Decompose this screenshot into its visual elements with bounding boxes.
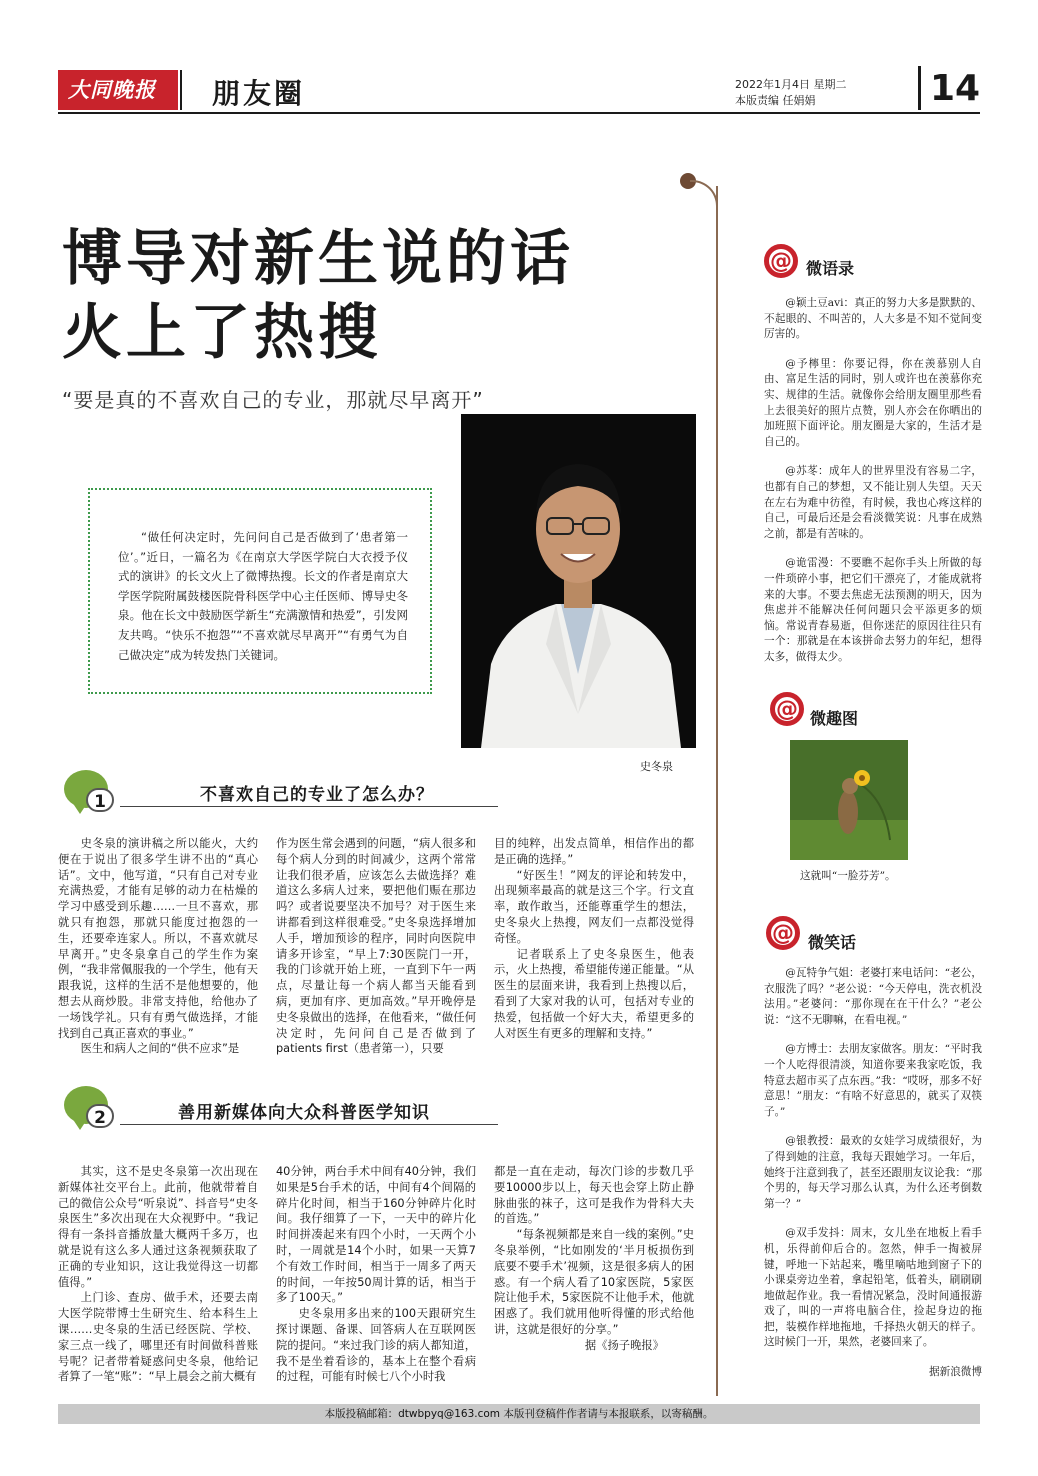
paragraph: 作为医生常会遇到的问题，“病人很多和每个病人分到的时间减少，这两个常常让我们很矛盾，应该怎么去做选择？难道这么多病人过来，要把他们赈在那边吗？或者说要坚决不加号？对于医生来讲都看到这样很难受。”史冬泉选择增加人手，增加预诊的程序，同时向医院申请多开诊室，“早上7:30医院门一开，我的门诊就开始上班，一直到下午一两点，尽量让每一个病人都当天能看到病，更加有序、更加高效。”早开晚停是史冬泉做出的选择，在他看来，“做任何决定时，先问问自己是否做到了patients first（患者第一），只要: [276, 837, 476, 1056]
issue-date: 2022年1月4日 星期二: [735, 78, 847, 91]
sidebar-quotes-title: 微语录: [806, 259, 855, 278]
issue-meta: [735, 77, 847, 109]
paragraph: 上门诊、查房、做手术，还要去南大医学院带博士生研究生、给本科生上课……史冬泉的生活已经医院、学校、家三点一线了，哪里还有时间做科普账号呢？记者带着疑惑问史冬泉，他给记者算了一笔“账”：“早上晨会之前大概有: [58, 1291, 258, 1384]
section-1-column-1: [58, 836, 258, 1057]
squirrel-flower-photo: [790, 740, 908, 860]
headline: [62, 222, 722, 370]
paragraph: 其实，这不是史冬泉第一次出现在新媒体社交平台上。此前，他就带着自己的微信公众号“听泉说”、抖音号“史冬泉医生”多次出现在大众视野中。“我记得有一条抖音播放量大概两千多万，也就是说有这么多人通过这条视频获取了正确的专业知识，这让我觉得这一切都值得。”: [58, 1165, 258, 1289]
section-2-rule: [120, 1124, 498, 1125]
section-1-title: 不喜欢自己的专业了怎么办？: [200, 785, 434, 805]
joke-item: @瓦特争气姐：老婆打来电话问：“老公，衣服洗了吗？”老公说：“今天停电，洗衣机没法用。”老婆问：“那你现在在干什么？”老公说：“这不无聊嘛，在看电视。”: [764, 967, 982, 1026]
at-sign-icon: @: [766, 916, 800, 950]
quote-item: @苏苳：成年人的世界里没有容易二字，也都有自己的梦想，又不能让别人失望。天天在左右为难中彷徨，有时候，我也心疼这样的自己，可最后还是会看淡微笑说：凡事在成熟之前，都是有苦味的。: [764, 465, 982, 540]
footer-bar: 本版投稿邮箱：dtwbpyq@163.com 本版刊登稿件作者请与本报联系，以寄稿酬。: [58, 1404, 980, 1424]
sidebar-fun-title: 微趣图: [810, 709, 859, 728]
subheadline: “要是真的不喜欢自己的专业，那就尽早离开”: [62, 388, 484, 412]
quote-item: @颖土豆avi：真正的努力大多是默默的、不起眼的、不叫苦的，人大多是不知不觉间变厉害的。: [764, 297, 982, 341]
section-2-column-2: [276, 1164, 476, 1385]
chat-bubble-tail: [72, 802, 88, 814]
page-editor: 本版责编 任娟娟: [735, 94, 816, 107]
section-2-title: 善用新媒体向大众科普医学知识: [178, 1103, 430, 1123]
joke-item: @双手发抖：周末，女儿坐在地板上看手机，乐得前仰后合的。忽然，伸手一掏被屏键，呼地一下站起来，嘴里嘀咕地到窗子下的小课桌旁边坐着，拿起铅笔，低着头，刷刷刷地做起作业。我一看情况紧急，没时间通报游戏了，叫的一声将电脑合住，捡起身边的拖把，装模作样地拖地，千择热火朝天的样子。这时候门一开，果然，老婆回来了。: [764, 1227, 982, 1349]
portrait-illustration: [461, 414, 696, 748]
headline-line-2: 火上了热搜: [62, 298, 382, 368]
section-name: 朋友圈: [212, 77, 306, 110]
section-1-column-2: [276, 836, 476, 1057]
page-number: 14: [930, 68, 981, 109]
section-2-column-1: [58, 1164, 258, 1385]
sidebar-jokes: [764, 966, 982, 1381]
masthead-logo: 大同晚报: [58, 70, 178, 110]
header-divider: [180, 70, 182, 110]
quote-item: @诡雷漫：不要瞧不起你手头上所做的每一件琐碎小事，把它们干漂亮了，才能成就将来的大事。不要去焦虑无法预测的明天，因为焦虑并不能解决任何问题只会平添更多的烦恼。常说青春易逝，但你迷茫的原因往往只有一个：那就是在本该拼命去努力的年纪，想得太多，做得太少。: [764, 557, 982, 663]
joke-item: @方博士：去朋友家做客。朋友：“平时我一个人吃得很清淡，知道你要来我家吃饭，我特意去超市买了点东西。”我：“哎呀，那多不好意思！”朋友：“有啥不好意思的，就买了双筷子。”: [764, 1043, 982, 1118]
page-number-divider: [918, 66, 921, 110]
header-rule: [58, 112, 980, 114]
section-1-column-3: [494, 836, 694, 1041]
paragraph: 40分钟，两台手术中间有40分钟，我们如果是5台手术的话，中间有4个间隔的碎片化时间，相当于160分钟碎片化时间。我仔细算了一下，一天中的碎片化时间拼凑起来有四个小时，一天两个小时，一周就是14个小时，如果一天算7个有效工作时间，相当于一周多了两天的时间，一年按50周计算的话，相当于多了100天。”: [276, 1165, 476, 1305]
at-sign-icon: @: [770, 692, 804, 726]
section-1-rule: [120, 806, 498, 807]
article-source: 据《扬子晚报》: [584, 1338, 664, 1352]
squirrel-flower-illustration: [790, 740, 908, 860]
paragraph: 目的纯粹，出发点简单，相信作出的都是正确的选择。”: [494, 837, 694, 866]
paragraph: 都是一直在走动，每次门诊的步数几乎要10000步以上，每天也会穿上防止静脉曲张的袜子，这可是我作为骨科大夫的首选。”: [494, 1165, 694, 1226]
paragraph: 史冬泉用多出来的100天跟研究生探讨课题、备课、回答病人在互联网医院的提问。“来过我门诊的病人都知道，我不是坐着看诊的，基本上在整个看病的过程，可能有时候七八个小时我: [276, 1307, 476, 1384]
decorative-curve: [690, 180, 718, 210]
section-2-column-3: [494, 1164, 694, 1354]
photo-caption: 史冬泉: [640, 760, 673, 773]
quote-item: @予檸里：你要记得，你在羡慕别人自由、富足生活的同时，别人或许也在羡慕你充实、规律的生活。就像你会给朋友圈里那些看上去很美好的照片点赞，别人亦会在你晒出的加班照下面评论。朋友圈是大家的，生活才是自己的。: [764, 357, 982, 448]
paragraph: 记者联系上了史冬泉医生，他表示，火上热搜，希望能传递正能量。“从医生的层面来讲，我看到上热搜以后，看到了大家对我的认可，包括对专业的热爱，包括做一个好大夫，希望更多的人对医生有更多的理解和支持。”: [494, 947, 694, 1040]
paragraph: 史冬泉的演讲稿之所以能火，大约便在于说出了很多学生讲不出的“真心话”。文中，他写道，“只有自己对专业充满热爱，才能有足够的动力在枯燥的学习中感受到乐趣……一旦不喜欢，那就只有抱怨，那就只能度过抱怨的一生，还要牵连家人。所以，不喜欢就尽早离开。”史冬泉拿自己的学生作为案例，“我非常佩服我的一个学生，他有天跟我说，这样的生活不是他想要的，他想去从商炒股。非常支持他，给他办了一场饯学礼。只有有勇气做选择，才能找到自己真正喜欢的事业。”: [58, 837, 258, 1040]
headline-line-1: 博导对新生说的话: [62, 224, 574, 294]
paragraph: 医生和病人之间的“供不应求”是: [80, 1042, 240, 1056]
section-1-number: 1: [86, 788, 114, 812]
at-sign-icon: @: [764, 244, 798, 278]
fun-photo-caption: 这就叫“一脸芬芳”。: [800, 870, 896, 882]
sidebar-quotes: [764, 296, 982, 679]
sidebar-jokes-title: 微笑话: [808, 933, 857, 952]
jokes-source: 据新浪微博: [929, 1366, 982, 1379]
paragraph: “好医生！”网友的评论和转发中，出现频率最高的就是这三个字。行文直率，敢作敢当，还能尊重学生的想法，史冬泉火上热搜，网友们一点都没觉得奇怪。: [494, 868, 694, 945]
joke-item: @银教授：最欢的女娃学习成绩很好，为了得到她的注意，我每天跟她学习。一年后，她终于注意到我了，甚至还跟朋友议论我：“那个男的，每天学习那么认真，为什么还考倒数第一？”: [764, 1135, 982, 1210]
portrait-photo: [461, 414, 696, 748]
lead-paragraph: “做任何决定时，先问问自己是否做到了‘患者第一位’。”近日，一篇名为《在南京大学医学院白大衣授予仪式的演讲》的长文火上了微博热搜。长文的作者是南京大学医学院附属鼓楼医院骨科医学中心主任医师、博导史冬泉。他在长文中鼓励医学新生“充满激情和热爱”，引发网友共鸣。“快乐不抱怨”“不喜欢就尽早离开”“有勇气为自己做决定”成为转发热门关键词。: [118, 530, 408, 662]
paragraph: “每条视频都是来自一线的案例。”史冬泉举例，“比如刚发的‘半月板损伤到底要不要手术’视频，这是很多病人的困惑。有一个病人看了10家医院，5家医院让他手术，5家医院不让他手术，他就困惑了。我们就用他听得懂的形式给他讲，这就是很好的分享。”: [494, 1228, 694, 1336]
section-2-number: 2: [86, 1104, 114, 1128]
chat-bubble-tail: [72, 1118, 88, 1130]
